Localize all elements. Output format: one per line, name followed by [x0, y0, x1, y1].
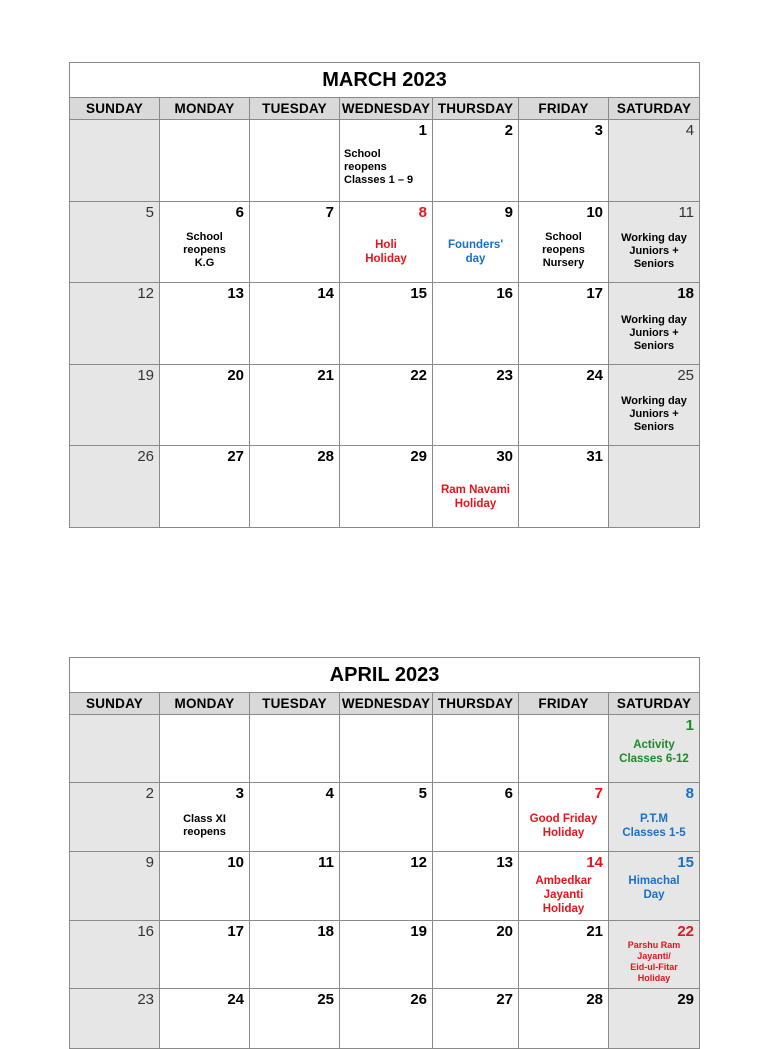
day-cell	[519, 715, 609, 783]
event-note: School reopens Nursery	[542, 231, 585, 269]
day-cell	[70, 120, 160, 202]
day-number: 29	[410, 448, 427, 465]
day-cell	[250, 283, 340, 365]
day-cell	[609, 852, 700, 921]
day-number: 13	[227, 285, 244, 302]
day-number: 9	[145, 854, 154, 871]
weekday-header: TUESDAY	[250, 98, 340, 120]
day-number: 22	[410, 367, 427, 384]
event-note: Working day Juniors + Seniors	[621, 395, 687, 433]
day-number: 26	[410, 991, 427, 1008]
event-note: Good Friday Holiday	[529, 813, 598, 839]
weekday-header: SATURDAY	[609, 98, 700, 120]
day-number: 27	[227, 448, 244, 465]
day-cell	[609, 365, 700, 446]
day-number: 21	[317, 367, 334, 384]
day-cell	[160, 715, 250, 783]
day-number: 3	[235, 785, 244, 802]
event-note: Class XI reopens	[183, 813, 226, 838]
day-number: 1	[418, 122, 427, 139]
weekday-header: THURSDAY	[433, 693, 519, 715]
day-cell	[340, 715, 433, 783]
day-cell	[250, 446, 340, 528]
day-cell	[340, 921, 433, 989]
day-number: 2	[145, 785, 154, 802]
weekday-header: FRIDAY	[519, 98, 609, 120]
day-number: 9	[504, 204, 513, 221]
day-cell	[519, 120, 609, 202]
event-note: Ambedkar Jayanti Holiday	[535, 875, 592, 915]
day-cell	[70, 365, 160, 446]
day-cell	[250, 365, 340, 446]
day-cell	[160, 783, 250, 852]
day-number: 16	[137, 923, 154, 940]
day-cell	[433, 921, 519, 989]
day-number: 25	[677, 367, 695, 384]
day-cell	[609, 921, 700, 989]
day-cell	[433, 852, 519, 921]
weekday-header: THURSDAY	[433, 98, 519, 120]
event-note: Working day Juniors + Seniors	[621, 232, 687, 270]
weekday-header: SATURDAY	[609, 693, 700, 715]
day-number: 17	[227, 923, 244, 940]
event-note: Holi Holiday	[365, 239, 407, 265]
day-cell	[250, 989, 340, 1049]
day-cell	[340, 446, 433, 528]
day-cell	[519, 446, 609, 528]
day-number: 7	[325, 204, 334, 221]
day-number: 13	[496, 854, 513, 871]
day-number: 20	[227, 367, 244, 384]
day-number: 17	[586, 285, 603, 302]
day-number: 31	[586, 448, 603, 465]
day-cell	[70, 283, 160, 365]
weekday-header: TUESDAY	[250, 693, 340, 715]
day-number: 2	[504, 122, 513, 139]
day-cell	[519, 283, 609, 365]
day-cell	[433, 715, 519, 783]
day-cell	[160, 120, 250, 202]
weekday-header: WEDNESDAY	[340, 693, 433, 715]
day-cell	[250, 120, 340, 202]
day-cell	[340, 202, 433, 283]
day-number: 19	[137, 367, 154, 384]
day-number: 16	[496, 285, 513, 302]
day-number: 1	[685, 717, 694, 734]
day-number: 27	[496, 991, 513, 1008]
day-number: 22	[677, 923, 694, 940]
day-cell	[609, 715, 700, 783]
day-cell	[340, 283, 433, 365]
event-note: Ram Navami Holiday	[440, 484, 511, 510]
day-cell	[433, 283, 519, 365]
day-cell	[609, 120, 700, 202]
day-cell	[160, 989, 250, 1049]
day-cell	[519, 783, 609, 852]
weekday-header: MONDAY	[160, 693, 250, 715]
day-cell	[70, 715, 160, 783]
day-number: 23	[496, 367, 513, 384]
day-cell	[250, 202, 340, 283]
day-cell	[160, 852, 250, 921]
event-note: Activity Classes 6-12	[619, 739, 689, 765]
day-cell	[160, 283, 250, 365]
calendar-april	[69, 657, 700, 1049]
day-cell	[340, 783, 433, 852]
day-cell	[519, 202, 609, 283]
day-number: 15	[677, 854, 694, 871]
day-number: 25	[317, 991, 334, 1008]
event-note: Parshu Ram Jayanti/ Eid-ul-Fitar Holiday	[627, 940, 681, 983]
day-number: 8	[418, 204, 427, 221]
day-number: 24	[227, 991, 244, 1008]
day-cell	[250, 852, 340, 921]
day-number: 10	[227, 854, 244, 871]
day-cell	[70, 852, 160, 921]
day-cell	[609, 989, 700, 1049]
event-note: School reopens Classes 1 – 9	[344, 148, 414, 186]
day-number: 7	[594, 785, 603, 802]
day-number: 5	[418, 785, 427, 802]
day-number: 29	[677, 991, 694, 1008]
day-cell	[609, 283, 700, 365]
day-cell	[609, 446, 700, 528]
day-cell	[250, 783, 340, 852]
day-cell	[70, 783, 160, 852]
day-cell	[519, 365, 609, 446]
day-cell	[433, 202, 519, 283]
day-number: 30	[496, 448, 513, 465]
day-number: 24	[586, 367, 603, 384]
day-cell	[340, 989, 433, 1049]
day-cell	[250, 921, 340, 989]
day-cell	[340, 852, 433, 921]
day-number: 8	[685, 785, 694, 802]
day-cell	[519, 852, 609, 921]
day-cell	[609, 202, 700, 283]
day-cell	[433, 446, 519, 528]
day-cell	[433, 365, 519, 446]
event-note: School reopens K.G	[183, 231, 226, 269]
day-cell	[70, 202, 160, 283]
event-note: P.T.M Classes 1-5	[622, 813, 686, 839]
day-cell	[519, 989, 609, 1049]
day-cell	[160, 921, 250, 989]
weekday-header: WEDNESDAY	[340, 98, 433, 120]
day-number: 10	[586, 204, 603, 221]
day-cell	[433, 120, 519, 202]
calendar-march	[69, 62, 700, 528]
day-number: 20	[496, 923, 513, 940]
day-number: 18	[677, 285, 695, 302]
day-number: 4	[325, 785, 334, 802]
day-number: 12	[137, 285, 154, 302]
day-cell	[250, 715, 340, 783]
day-number: 6	[235, 204, 244, 221]
day-cell	[609, 783, 700, 852]
weekday-header: MONDAY	[160, 98, 250, 120]
day-cell	[519, 921, 609, 989]
weekday-header: FRIDAY	[519, 693, 609, 715]
day-cell	[70, 989, 160, 1049]
day-cell	[433, 783, 519, 852]
day-cell	[160, 202, 250, 283]
day-number: 28	[317, 448, 334, 465]
month-title: APRIL 2023	[70, 658, 700, 693]
day-number: 28	[586, 991, 603, 1008]
month-title: MARCH 2023	[70, 63, 700, 98]
day-cell	[70, 446, 160, 528]
event-note: Founders' day	[447, 239, 504, 265]
event-note: Himachal Day	[628, 875, 680, 901]
day-cell	[340, 365, 433, 446]
day-number: 11	[318, 854, 334, 871]
day-cell	[70, 921, 160, 989]
day-number: 21	[586, 923, 603, 940]
day-number: 26	[137, 448, 154, 465]
day-cell	[160, 446, 250, 528]
day-cell	[340, 120, 433, 202]
day-number: 19	[410, 923, 427, 940]
day-cell	[433, 989, 519, 1049]
day-number: 4	[685, 122, 695, 139]
day-number: 6	[504, 785, 513, 802]
event-note: Working day Juniors + Seniors	[621, 314, 687, 352]
day-cell	[160, 365, 250, 446]
day-number: 3	[594, 122, 603, 139]
day-number: 23	[137, 991, 154, 1008]
day-number: 5	[145, 204, 154, 221]
day-number: 11	[678, 204, 695, 221]
day-number: 14	[586, 854, 603, 871]
day-number: 15	[410, 285, 427, 302]
weekday-header: SUNDAY	[70, 98, 160, 120]
day-number: 14	[317, 285, 334, 302]
day-number: 18	[317, 923, 334, 940]
day-number: 12	[410, 854, 427, 871]
weekday-header: SUNDAY	[70, 693, 160, 715]
